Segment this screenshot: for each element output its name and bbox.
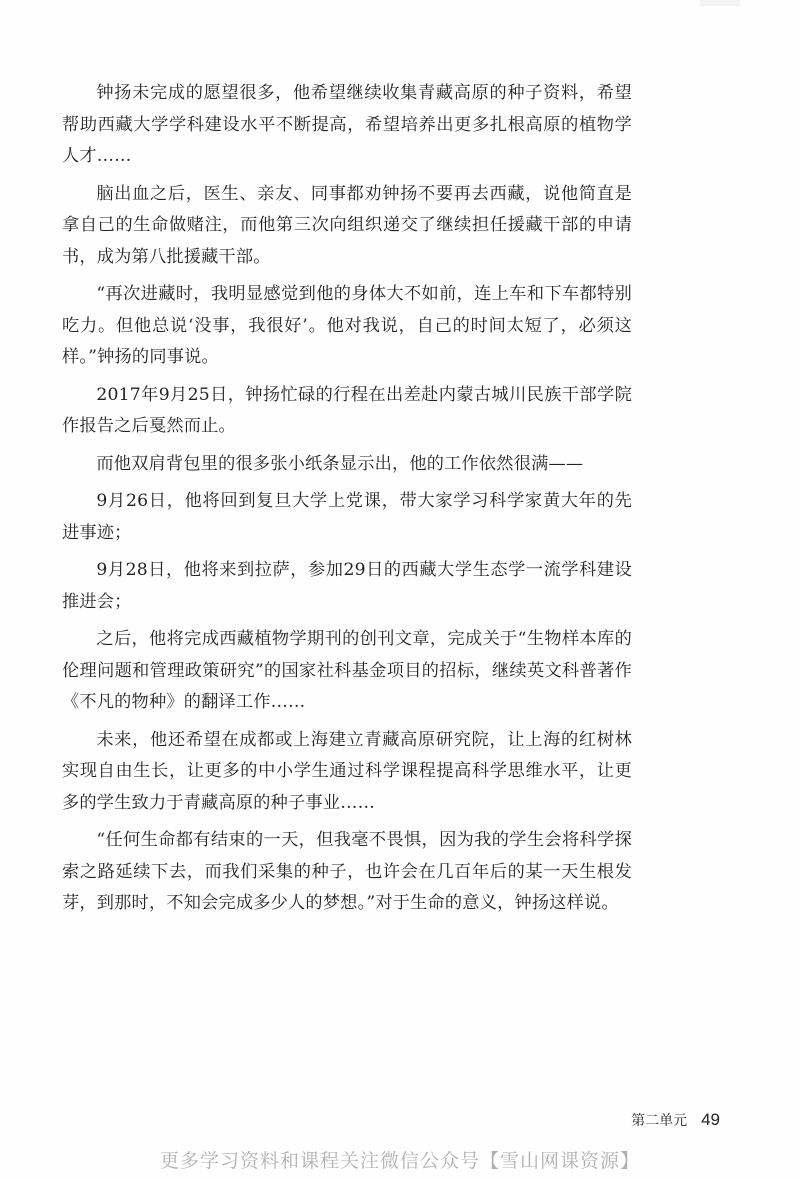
paragraph: 2017年9月25日，钟扬忙碌的行程在出差赴内蒙古城川民族干部学院作报告之后戛然而止。 xyxy=(62,384,632,436)
body-text xyxy=(62,78,632,926)
paragraph: “任何生命都有结束的一天，但我毫不畏惧，因为我的学生会将科学探索之路延续下去，而我们采集的种子，也许会在几百年后的某一天生根发芽，到那时，不知会完成多少人的梦想。”对于生命的意义，钟扬这样说。 xyxy=(62,830,632,913)
paragraph: “再次进藏时，我明显感觉到他的身体大不如前，连上车和下车都特别吃力。但他总说‘没事，我很好’。他对我说，自己的时间太短了，必须这样。”钟扬的同事说。 xyxy=(62,284,632,367)
paragraph: 未来，他还希望在成都或上海建立青藏高原研究院，让上海的红树林实现自由生长，让更多的中小学生通过科学课程提高科学思维水平，让更多的学生致力于青藏高原的种子事业…… xyxy=(62,729,632,813)
paragraph: 脑出血之后，医生、亲友、同事都劝钟扬不要再去西藏，说他简直是拿自己的生命做赌注，而他第三次向组织递交了继续担任援藏干部的申请书，成为第八批援藏干部。 xyxy=(62,183,632,267)
paragraph: 钟扬未完成的愿望很多，他希望继续收集青藏高原的种子资料，希望帮助西藏大学学科建设水平不断提高，希望培养出更多扎根高原的植物学人才…… xyxy=(62,83,632,166)
paragraph: 9月28日，他将来到拉萨，参加29日的西藏大学生态学一流学科建设推进会； xyxy=(62,560,632,612)
paragraph: 9月26日，他将回到复旦大学上党课，带大家学习科学家黄大年的先进事迹； xyxy=(62,491,632,543)
scan-artifact xyxy=(700,0,740,6)
page-number: 49 xyxy=(701,1110,720,1129)
paragraph: 之后，他将完成西藏植物学期刊的创刊文章，完成关于“生物样本库的伦理问题和管理政策研究”的国家社科基金项目的招标，继续英文科普著作《不凡的物种》的翻译工作…… xyxy=(62,629,632,712)
page-footer xyxy=(631,1110,720,1130)
unit-label: 第二单元 xyxy=(631,1113,688,1129)
watermark-text: 更多学习资料和课程关注微信公众号【雪山网课资源】 xyxy=(159,1150,640,1172)
paragraph: 而他双肩背包里的很多张小纸条显示出，他的工作依然很满—— xyxy=(96,453,584,474)
